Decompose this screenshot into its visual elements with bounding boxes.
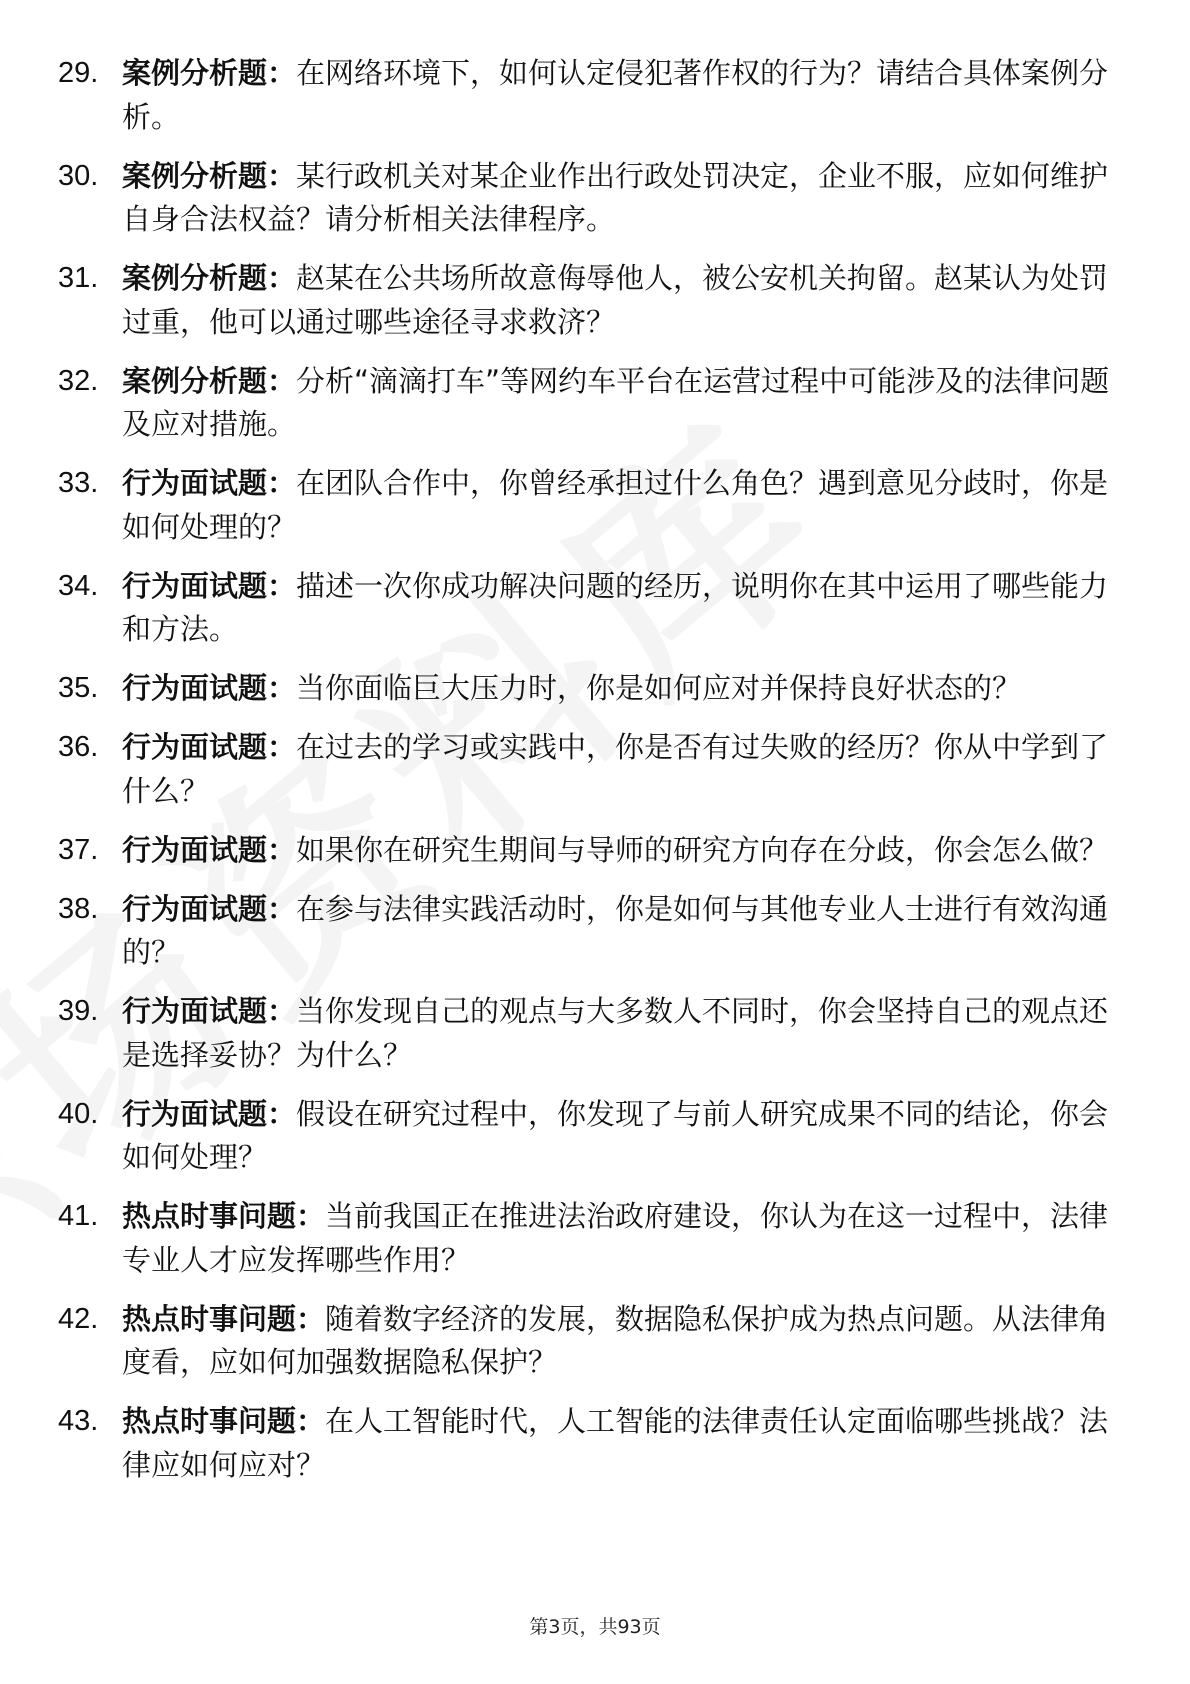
question-text: 在人工智能时代，人工智能的法律责任认定面临哪些挑战？法律应如何应对？: [122, 1404, 1109, 1482]
question-item: [58, 52, 1120, 139]
question-text: 如果你在研究生期间与导师的研究方向存在分歧，你会怎么做？: [296, 832, 1109, 867]
question-body: [122, 667, 1120, 711]
question-body: [122, 155, 1120, 242]
question-item: [58, 1400, 1120, 1487]
question-text: 在过去的学习或实践中，你是否有过失败的经历？你从中学到了什么？: [122, 730, 1109, 808]
question-body: [122, 888, 1120, 975]
question-number: 37.: [58, 833, 99, 866]
question-number: 41.: [58, 1200, 99, 1232]
question-item: [58, 888, 1120, 975]
question-item: [58, 829, 1120, 873]
question-category: 案例分析题：: [122, 56, 297, 90]
question-item: [58, 667, 1120, 711]
question-item: [58, 155, 1120, 242]
question-category: 案例分析题：: [122, 363, 297, 398]
question-number: 34.: [58, 569, 99, 602]
question-text: 当你面临巨大压力时，你是如何应对并保持良好状态的？: [296, 671, 1022, 705]
question-category: 热点时事问题：: [122, 1404, 326, 1438]
question-body: [122, 1195, 1120, 1282]
question-body: [122, 829, 1120, 873]
question-number: 42.: [58, 1302, 99, 1335]
question-body: [122, 257, 1120, 344]
question-category: 行为面试题：: [122, 832, 297, 867]
page-footer: [0, 1612, 1190, 1639]
question-text: 分析“滴滴打车”等网约车平台在运营过程中可能涉及的法律问题及应对措施。: [122, 363, 1110, 441]
question-category: 热点时事问题：: [122, 1301, 326, 1336]
question-body: [122, 1093, 1120, 1180]
question-text: 随着数字经济的发展，数据隐私保护成为热点问题。从法律角度看，应如何加强数据隐私保护？: [122, 1301, 1109, 1379]
question-category: 案例分析题：: [122, 261, 297, 295]
question-category: 行为面试题：: [122, 994, 297, 1028]
question-category: 行为面试题：: [122, 730, 297, 764]
question-number: 31.: [58, 262, 99, 294]
question-number: 38.: [58, 892, 99, 925]
question-category: 行为面试题：: [122, 891, 297, 926]
question-text: 假设在研究过程中，你发现了与前人研究成果不同的结论，你会如何处理？: [122, 1096, 1109, 1174]
question-number: 43.: [58, 1405, 99, 1437]
question-list: [58, 52, 1120, 1503]
question-body: [122, 1400, 1120, 1487]
question-body: [122, 990, 1120, 1077]
question-item: [58, 257, 1120, 344]
question-number: 36.: [58, 731, 99, 763]
question-category: 行为面试题：: [122, 671, 297, 705]
question-category: 行为面试题：: [122, 466, 297, 500]
question-body: [122, 360, 1120, 447]
question-item: [58, 462, 1120, 549]
question-category: 案例分析题：: [122, 158, 297, 193]
question-category: 行为面试题：: [122, 1096, 297, 1131]
question-text: 描述一次你成功解决问题的经历，说明你在其中运用了哪些能力和方法。: [122, 568, 1109, 646]
question-item: [58, 726, 1120, 813]
question-text: 在网络环境下，如何认定侵犯著作权的行为？请结合具体案例分析。: [122, 56, 1109, 134]
question-text: 在团队合作中，你曾经承担过什么角色？遇到意见分歧时，你是如何处理的？: [122, 466, 1109, 544]
question-item: [58, 360, 1120, 447]
question-body: [122, 52, 1120, 139]
question-item: [58, 565, 1120, 652]
question-number: 33.: [58, 467, 99, 499]
question-text: 某行政机关对某企业作出行政处罚决定，企业不服，应如何维护自身合法权益？请分析相关法律程序。: [122, 158, 1109, 236]
question-item: [58, 1195, 1120, 1282]
question-body: [122, 462, 1120, 549]
question-number: 35.: [58, 672, 99, 704]
question-number: 39.: [58, 995, 99, 1027]
question-number: 29.: [58, 57, 99, 89]
question-category: 热点时事问题：: [122, 1199, 326, 1233]
question-text: 赵某在公共场所故意侮辱他人，被公安机关拘留。赵某认为处罚过重，他可以通过哪些途径寻求救济？: [122, 261, 1109, 339]
question-number: 40.: [58, 1097, 99, 1130]
question-body: [122, 726, 1120, 813]
question-text: 在参与法律实践活动时，你是如何与其他专业人士进行有效沟通的？: [122, 891, 1109, 969]
question-body: [122, 1298, 1120, 1385]
question-number: 32.: [58, 364, 99, 397]
question-body: [122, 565, 1120, 652]
question-number: 30.: [58, 159, 99, 192]
question-category: 行为面试题：: [122, 568, 297, 603]
question-item: [58, 990, 1120, 1077]
question-text: 当你发现自己的观点与大多数人不同时，你会坚持自己的观点还是选择妥协？为什么？: [122, 994, 1109, 1072]
question-item: [58, 1093, 1120, 1180]
question-text: 当前我国正在推进法治政府建设，你认为在这一过程中，法律专业人才应发挥哪些作用？: [122, 1199, 1109, 1277]
question-item: [58, 1298, 1120, 1385]
page-number-label: 第3页，共93页: [529, 1616, 661, 1638]
